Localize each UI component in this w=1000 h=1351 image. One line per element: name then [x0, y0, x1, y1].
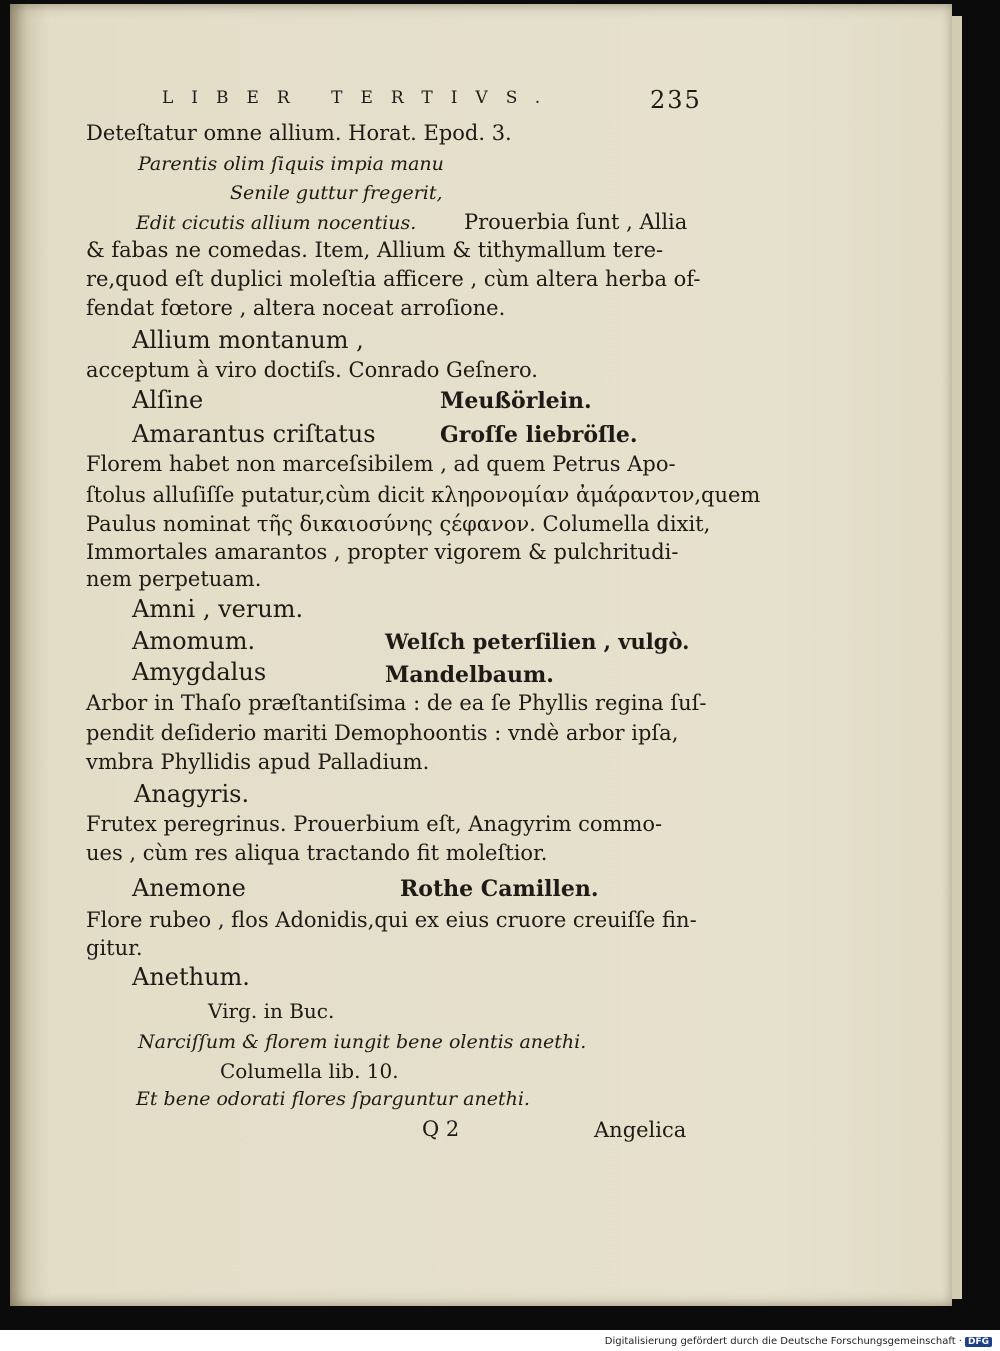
dfg-logo: DFG — [965, 1337, 992, 1347]
entry-heading: Amarantus criſtatus — [132, 420, 376, 448]
text-line: vmbra Phyllidis apud Palladium. — [86, 750, 430, 774]
entry-heading: Amni , verum. — [132, 595, 304, 623]
catchword: Angelica — [594, 1118, 687, 1142]
text-line: Immortales amarantos , propter vigorem & pulchritudi- — [86, 540, 679, 564]
signature-mark: Q 2 — [422, 1117, 460, 1141]
text-line: Frutex peregrinus. Prouerbium eſt, Anagyrim commo- — [86, 812, 663, 836]
entry-heading: Allium montanum , — [132, 326, 364, 354]
german-name: Groſſe liebröſle. — [440, 422, 638, 448]
german-name: Welſch peterſilien , vulgò. — [385, 629, 690, 654]
text-line: acceptum à viro doctiſs. Conrado Geſnero. — [86, 358, 538, 382]
text-line: Arbor in Thaſo præſtantiſsima : de ea ſe Phyllis regina ſuſ- — [86, 691, 707, 715]
entry-heading: Alſine — [132, 386, 204, 414]
text-line: Deteſtatur omne allium. Horat. Epod. 3. — [86, 121, 512, 145]
text-line: Paulus nominat τῆς δικαιοσύνης ςέφανον. Columella dixit, — [86, 512, 711, 536]
funding-footer — [605, 1336, 992, 1347]
running-title: LIBER TERTIVS. — [162, 88, 559, 108]
page-number: 235 — [650, 86, 702, 114]
entry-heading: Amomum. — [132, 627, 256, 655]
german-name: Mandelbaum. — [385, 662, 554, 688]
text-line: Columella lib. 10. — [220, 1059, 399, 1083]
text-line: Virg. in Buc. — [208, 999, 335, 1023]
text-line: ues , cùm res aliqua tractando fit moleſtior. — [86, 841, 548, 865]
german-name: Rothe Camillen. — [400, 876, 599, 902]
entry-heading: Amygdalus — [132, 658, 267, 686]
verse-line: Edit cicutis allium nocentius. — [136, 212, 417, 234]
entry-heading: Anemone — [132, 874, 246, 902]
text-line: fendat fœtore , altera noceat arroſione. — [86, 296, 506, 320]
text-line: re,quod eſt duplici moleſtia afficere , cùm altera herba of- — [86, 267, 701, 291]
text-line: gitur. — [86, 936, 143, 960]
entry-heading: Anethum. — [132, 963, 250, 991]
verse-line: Narciſſum & florem iungit bene olentis anethi. — [138, 1031, 587, 1053]
page-edge — [952, 16, 962, 1299]
verse-line: Et bene odorati flores ſparguntur anethi. — [136, 1088, 530, 1110]
text-line: ſtolus alluſiſſe putatur,cùm dicit κληρονομίαν ἀμάραντον,quem — [86, 483, 761, 507]
text-line: Florem habet non marceſsibilem , ad quem Petrus Apo- — [86, 452, 676, 476]
text-line: nem perpetuam. — [86, 567, 262, 591]
entry-heading: Anagyris. — [134, 780, 250, 808]
verse-line: Senile guttur fregerit, — [230, 182, 443, 204]
book-page — [10, 4, 952, 1306]
text-line: & fabas ne comedas. Item, Allium & tithymallum tere- — [86, 238, 664, 262]
text-line: Prouerbia ſunt , Allia — [464, 210, 688, 234]
german-name: Meußörlein. — [440, 388, 592, 414]
text-line: Flore rubeo , flos Adonidis,qui ex eius cruore creuiſſe fin- — [86, 908, 697, 932]
text-line: pendit deſiderio mariti Demophoontis : vndè arbor ipſa, — [86, 721, 679, 745]
footer-text: Digitalisierung gefördert durch die Deutsche Forschungsgemeinschaft · — [604, 1336, 962, 1347]
verse-line: Parentis olim ſiquis impia manu — [138, 153, 444, 175]
